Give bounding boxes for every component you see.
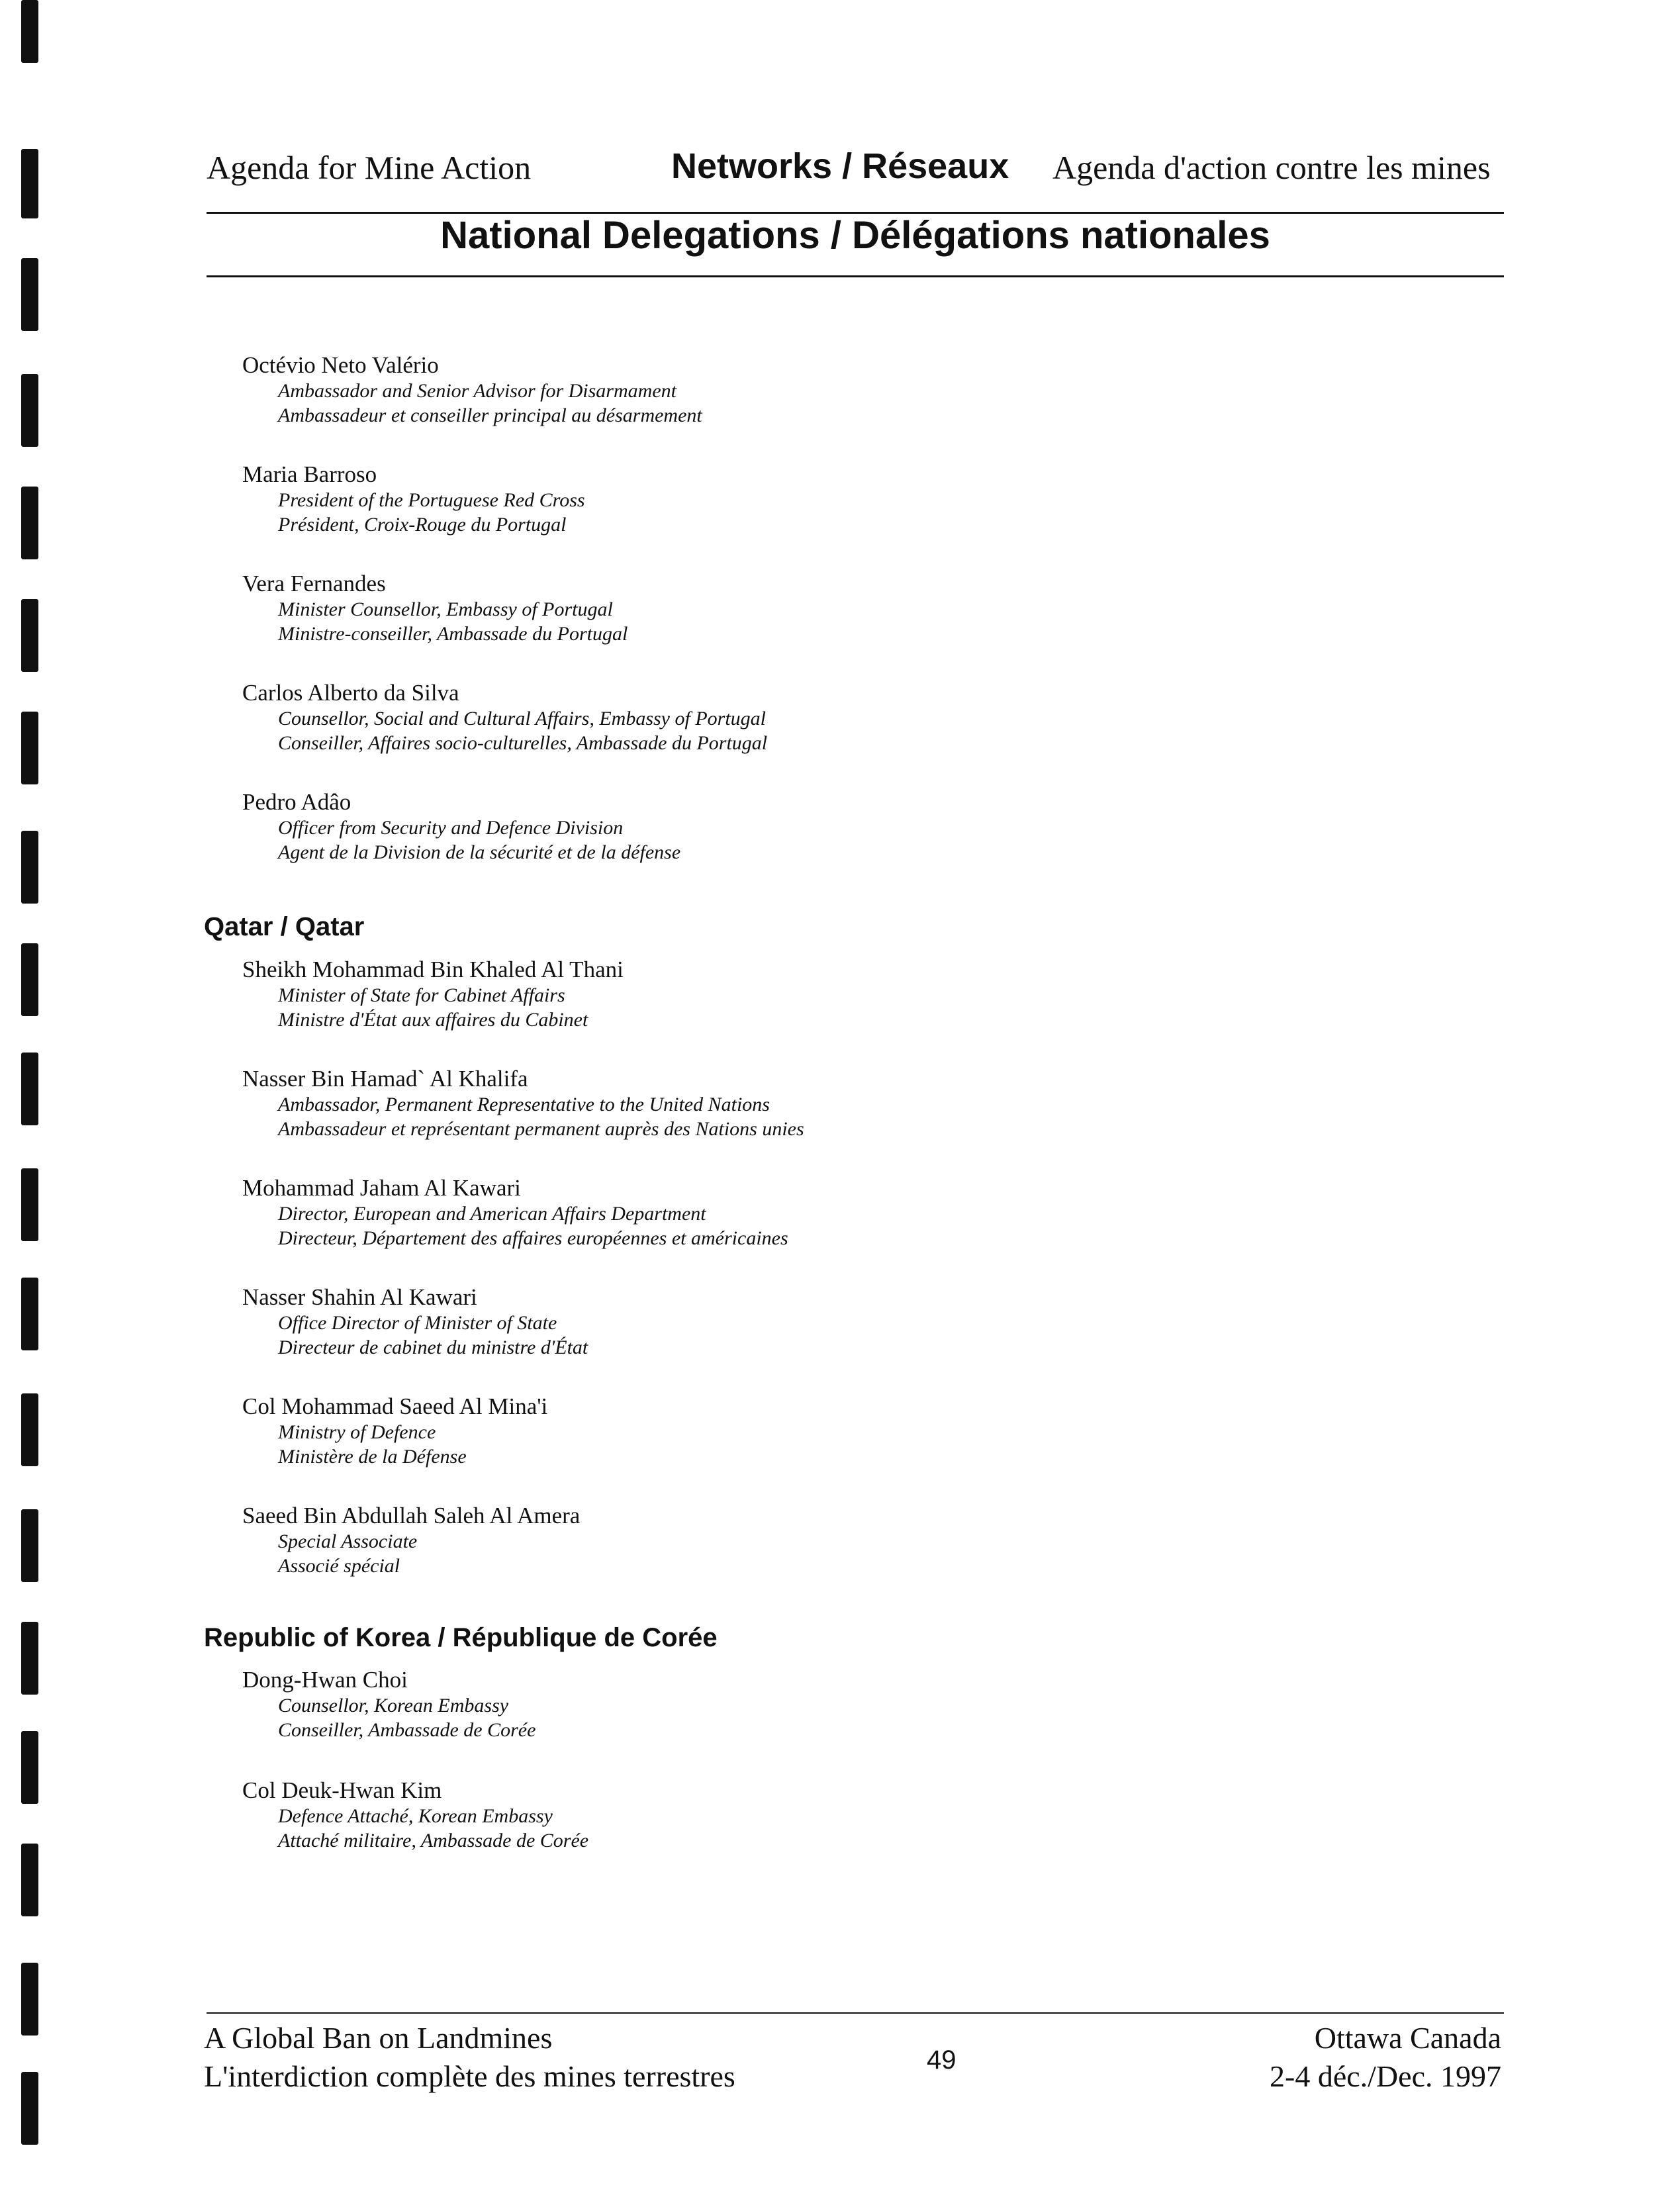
delegate-entry <box>242 1393 547 1469</box>
binding-mark <box>21 1393 38 1466</box>
delegate-title-en: Director, European and American Affairs Department <box>278 1203 706 1225</box>
delegate-title-en: Officer from Security and Defence Division <box>278 817 624 839</box>
delegate-entry <box>242 352 702 428</box>
section-heading-qatar: Qatar / Qatar <box>204 912 365 941</box>
delegate-title-fr: Attaché militaire, Ambassade de Corée <box>278 1830 589 1851</box>
delegate-entry <box>242 1777 588 1853</box>
binding-mark <box>21 0 38 63</box>
binding-mark <box>21 599 38 672</box>
delegate-title-fr: Ministre-conseiller, Ambassade du Portugal <box>278 623 628 645</box>
delegate-title-fr: Ambassadeur et représentant permanent auprès des Nations unies <box>278 1118 804 1140</box>
delegate-name: Col Deuk-Hwan Kim <box>242 1777 442 1803</box>
binding-mark <box>21 1844 38 1916</box>
delegate-entry <box>242 957 624 1032</box>
delegate-title-fr: Président, Croix-Rouge du Portugal <box>278 514 567 536</box>
delegate-entry <box>242 789 680 865</box>
header-section-title: Networks / Réseaux <box>671 146 1009 186</box>
delegate-title-fr: Conseiller, Ambassade de Corée <box>278 1719 536 1741</box>
delegate-entry <box>242 1667 536 1742</box>
binding-mark <box>21 943 38 1016</box>
delegate-name: Sheikh Mohammad Bin Khaled Al Thani <box>242 957 624 982</box>
delegate-title-fr: Directeur de cabinet du ministre d'État <box>278 1336 588 1358</box>
footer-right-line2: 2-4 déc./Dec. 1997 <box>1270 2059 1501 2093</box>
delegate-name: Nasser Bin Hamad` Al Khalifa <box>242 1066 528 1092</box>
delegate-title-en: Ambassador and Senior Advisor for Disarmament <box>278 380 677 402</box>
delegate-entry <box>242 1175 788 1250</box>
delegate-name: Dong-Hwan Choi <box>242 1667 408 1693</box>
delegate-name: Pedro Adâo <box>242 789 351 815</box>
delegate-name: Nasser Shahin Al Kawari <box>242 1284 477 1310</box>
delegate-title-en: Office Director of Minister of State <box>278 1312 557 1334</box>
section-heading-korea: Republic of Korea / République de Corée <box>204 1623 718 1652</box>
delegate-title-en: Minister of State for Cabinet Affairs <box>278 984 565 1006</box>
binding-mark <box>21 374 38 447</box>
footer-left <box>204 2019 735 2096</box>
delegate-title-fr: Ministère de la Défense <box>278 1446 467 1468</box>
page-number: 49 <box>927 2045 957 2075</box>
delegate-entry <box>242 461 585 537</box>
delegate-title-en: Ambassador, Permanent Representative to the United Nations <box>278 1094 770 1115</box>
header-left-text: Agenda for Mine Action <box>207 149 532 186</box>
footer-rule <box>207 2012 1504 2014</box>
binding-mark <box>21 1053 38 1125</box>
delegate-title-fr: Associé spécial <box>278 1555 400 1577</box>
delegate-title-en: Minister Counsellor, Embassy of Portugal <box>278 598 613 620</box>
delegate-title-en: Defence Attaché, Korean Embassy <box>278 1805 553 1827</box>
delegate-title-fr: Agent de la Division de la sécurité et de la défense <box>278 841 681 863</box>
binding-mark <box>21 1731 38 1804</box>
binding-mark <box>21 149 38 218</box>
delegate-name: Vera Fernandes <box>242 571 386 596</box>
delegate-name: Mohammad Jaham Al Kawari <box>242 1175 521 1201</box>
binding-mark <box>21 712 38 784</box>
footer-left-line1: A Global Ban on Landmines <box>204 2021 553 2055</box>
delegate-title-en: Special Associate <box>278 1530 418 1552</box>
header-rule-bottom <box>207 275 1504 277</box>
delegate-title-en: Counsellor, Korean Embassy <box>278 1695 509 1716</box>
footer-right <box>1270 2019 1501 2096</box>
delegate-entry <box>242 680 767 755</box>
binding-mark <box>21 487 38 559</box>
delegate-entry <box>242 1503 580 1578</box>
binding-mark <box>21 1622 38 1695</box>
delegate-title-fr: Ministre d'État aux affaires du Cabinet <box>278 1009 588 1031</box>
delegate-title-en: Counsellor, Social and Cultural Affairs, Embassy of Portugal <box>278 708 766 729</box>
binding-mark <box>21 831 38 904</box>
header-right-text: Agenda d'action contre les mines <box>1052 149 1491 186</box>
delegate-title-fr: Directeur, Département des affaires européennes et américaines <box>278 1227 788 1249</box>
delegate-title-fr: Ambassadeur et conseiller principal au désarmement <box>278 404 702 426</box>
delegate-name: Maria Barroso <box>242 461 377 487</box>
binding-mark <box>21 1963 38 2036</box>
binding-mark <box>21 1168 38 1241</box>
delegate-title-fr: Conseiller, Affaires socio-culturelles, Ambassade du Portugal <box>278 732 768 754</box>
delegate-entry <box>242 571 628 646</box>
delegate-title-en: Ministry of Defence <box>278 1421 436 1443</box>
binding-mark <box>21 2072 38 2145</box>
delegate-name: Saeed Bin Abdullah Saleh Al Amera <box>242 1503 581 1528</box>
page-title: National Delegations / Délégations nationales <box>440 214 1270 257</box>
footer-right-line1: Ottawa Canada <box>1314 2021 1501 2055</box>
delegate-title-en: President of the Portuguese Red Cross <box>278 489 585 511</box>
delegate-name: Octévio Neto Valério <box>242 352 439 378</box>
delegate-name: Col Mohammad Saeed Al Mina'i <box>242 1393 548 1419</box>
binding-mark <box>21 258 38 331</box>
footer-left-line2: L'interdiction complète des mines terrestres <box>204 2059 735 2093</box>
delegate-name: Carlos Alberto da Silva <box>242 680 459 706</box>
delegate-entry <box>242 1284 588 1360</box>
binding-mark <box>21 1509 38 1582</box>
delegate-entry <box>242 1066 804 1141</box>
binding-mark <box>21 1278 38 1350</box>
